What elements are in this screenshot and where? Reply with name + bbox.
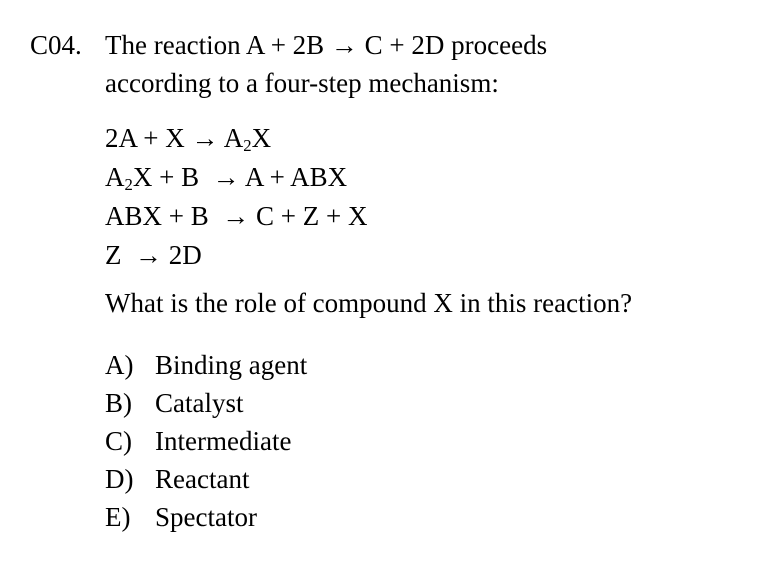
mechanism-step-4: Z → 2D: [105, 240, 202, 270]
question-number: C04.: [30, 30, 82, 60]
question-prompt: What is the role of compound X in this reaction?: [105, 288, 633, 318]
choice-b[interactable]: [105, 390, 244, 417]
question-stem-line-2: according to a four-step mechanism:: [105, 68, 499, 98]
mechanism-step-2: [105, 162, 348, 195]
choice-e[interactable]: [105, 504, 257, 531]
choice-c[interactable]: [105, 428, 291, 455]
mechanism-step-3: ABX + B → C + Z + X: [105, 201, 368, 231]
question-stem-line-1: The reaction A + 2B → C + 2D proceeds: [105, 30, 548, 60]
choice-a[interactable]: [105, 352, 307, 379]
step-2-rhs: X + B → A + ABX: [132, 162, 348, 192]
step-1-subscript: 2: [243, 136, 252, 156]
mechanism-step-1: [105, 123, 272, 156]
choice-c-text: Intermediate: [155, 426, 292, 456]
choice-c-letter: C): [105, 426, 132, 456]
step-1-lhs: 2A + X → A: [105, 123, 244, 153]
choice-b-letter: B): [105, 388, 132, 418]
choice-a-text: Binding agent: [155, 350, 308, 380]
choice-d-letter: D): [105, 464, 134, 494]
choice-e-text: Spectator: [155, 502, 257, 532]
step-2-lhs: A: [105, 162, 125, 192]
choice-b-text: Catalyst: [155, 388, 244, 418]
step-2-subscript: 2: [124, 175, 133, 195]
step-1-rhs: X: [251, 123, 272, 153]
choice-d[interactable]: [105, 466, 249, 493]
choice-e-letter: E): [105, 502, 131, 532]
choice-a-letter: A): [105, 350, 134, 380]
choice-d-text: Reactant: [155, 464, 250, 494]
